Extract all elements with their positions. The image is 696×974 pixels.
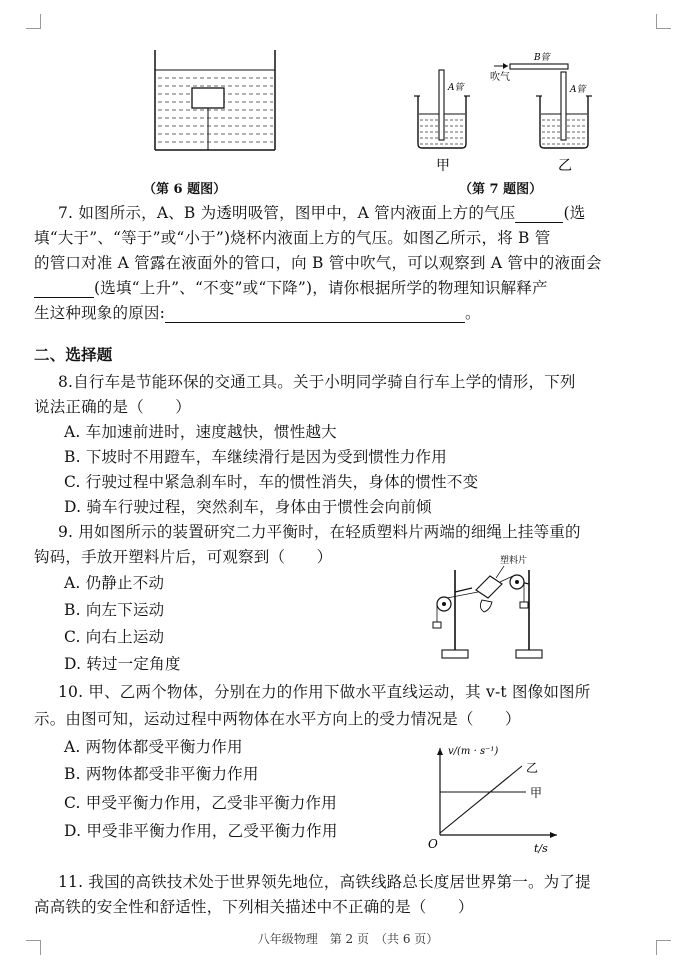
q9-option-c[interactable]: C. 向右上运动 <box>64 628 165 646</box>
q8-line-2: 说法正确的是（ ） <box>34 398 192 416</box>
page-footer: 八年级物理 第 2 页 （共 6 页） <box>257 932 439 946</box>
fig7-label-jia: 甲 <box>436 158 450 174</box>
fig9-label: 塑料片 <box>500 556 528 566</box>
q10-option-d[interactable]: D. 甲受非平衡力作用，乙受平衡力作用 <box>64 822 338 840</box>
figure-6-caption: （第 6 题图） <box>143 182 227 197</box>
figure-6 <box>140 40 290 170</box>
corner-mark <box>26 14 41 29</box>
graph-label-yi: 乙 <box>526 761 539 775</box>
q10-line-1: 10. 甲、乙两个物体，分别在力的作用下做水平直线运动，其 v-t 图像如图所 <box>58 683 591 701</box>
graph-xlabel: t/s <box>534 842 548 855</box>
line-yi <box>440 766 522 833</box>
q10-option-c[interactable]: C. 甲受平衡力作用，乙受非平衡力作用 <box>64 794 337 812</box>
q8-line-1: 8.自行车是节能环保的交通工具。关于小明同学骑自行车上学的情形，下列 <box>58 373 576 391</box>
q7-line-4 <box>34 278 548 298</box>
figure-10-vt-graph <box>422 740 572 858</box>
q9-option-a[interactable]: A. 仍静止不动 <box>64 574 165 592</box>
fig7-label-a2: A管 <box>570 85 586 95</box>
q9-option-d[interactable]: D. 转过一定角度 <box>64 655 181 673</box>
q10-option-a[interactable]: A. 两物体都受平衡力作用 <box>64 738 243 756</box>
q11-line-1: 11. 我国的高铁技术处于世界领先地位，高铁线路总长度居世界第一。为了提 <box>58 873 591 891</box>
figure-9 <box>420 552 560 664</box>
q7-line-1 <box>58 203 585 223</box>
q7-text-1-end: (选 <box>563 204 586 222</box>
q8-option-d[interactable]: D. 骑车行驶过程，突然刹车，身体由于惯性会向前倾 <box>64 498 432 516</box>
q7-text-1: 7. 如图所示，A、B 为透明吸管，图甲中，A 管内液面上方的气压 <box>58 204 516 222</box>
section-title: 二、选择题 <box>34 345 113 364</box>
fig7-label-yi: 乙 <box>558 158 572 174</box>
q7-blank-2[interactable] <box>34 281 94 298</box>
q8-option-a[interactable]: A. 车加速前进时，速度越快，惯性越大 <box>64 423 337 441</box>
q8-option-b[interactable]: B. 下坡时不用蹬车，车继续滑行是因为受到惯性力作用 <box>64 448 447 466</box>
corner-mark <box>656 14 671 29</box>
q7-line-5 <box>34 303 481 323</box>
figure-7 <box>410 48 610 178</box>
fig7-label-a: A管 <box>448 83 464 93</box>
graph-ylabel: v/(m · s⁻¹) <box>448 746 499 757</box>
q9-option-b[interactable]: B. 向左下运动 <box>64 601 165 619</box>
figure-7-caption: （第 7 题图） <box>459 182 543 197</box>
q10-line-2: 示。由图可知，运动过程中两物体在水平方向上的受力情况是（ ） <box>34 710 521 728</box>
q7-text-4: (选填“上升”、“不变”或“下降”)，请你根据所学的物理知识解释产 <box>94 279 548 297</box>
q10-option-b[interactable]: B. 两物体都受非平衡力作用 <box>64 765 259 783</box>
fig7-label-blow: 吹气 <box>490 72 510 83</box>
q8-option-c[interactable]: C. 行驶过程中紧急刹车时，车的惯性消失，身体的惯性不变 <box>64 473 479 491</box>
q7-blank-3[interactable] <box>165 306 465 323</box>
fig7-label-b: B管 <box>534 53 550 63</box>
q11-line-2: 高高铁的安全性和舒适性，下列相关描述中不正确的是（ ） <box>34 898 474 916</box>
q9-line-2: 钩码，手放开塑料片后，可观察到（ ） <box>34 548 333 566</box>
q7-text-5-end: 。 <box>465 304 481 322</box>
q7-text-5: 生这种现象的原因: <box>34 304 166 322</box>
graph-origin: O <box>428 837 438 851</box>
q7-blank-1[interactable] <box>515 206 563 223</box>
graph-label-jia: 甲 <box>530 786 543 800</box>
q7-line-2: 填“大于”、“等于”或“小于”)烧杯内液面上方的气压。如图乙所示，将 B 管 <box>34 229 551 247</box>
q7-line-3: 的管口对准 A 管露在液面外的管口，向 B 管中吹气，可以观察到 A 管中的液面会 <box>34 254 602 272</box>
q9-line-1: 9. 用如图所示的装置研究二力平衡时，在轻质塑料片两端的细绳上挂等重的 <box>58 523 581 541</box>
